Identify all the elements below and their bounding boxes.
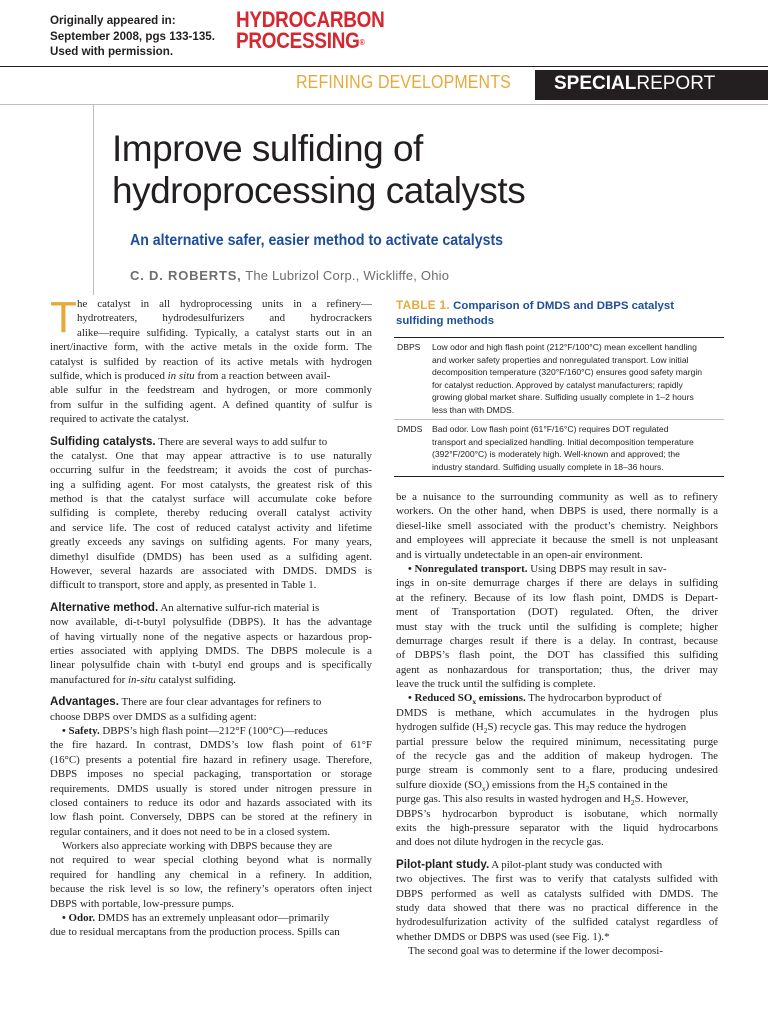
- text-run: A pilot-plant study was conducted with: [489, 858, 663, 871]
- origin-line: September 2008, pgs 133-135.: [50, 29, 215, 43]
- text-line: hydrodesulfurization activity of the sulfided catalyst regardless of: [396, 916, 718, 929]
- text-line: ing a sulfiding agent. For most catalysts, the greatest risk of this: [50, 478, 372, 491]
- text-line: occurring sulfur in the feedstream; it avoids the cost of purchas-: [50, 464, 372, 477]
- text-line: agent as nonhazardous for transportation; thus, the driver may: [396, 663, 718, 676]
- cell-line: and worker safety properties and nonregulated transport. Low initial: [432, 354, 689, 365]
- cell-line: Bad odor. Low flash point (61°F/16°C) requires DOT regulated: [432, 424, 669, 434]
- text-line: of DBPS’s flash point, the DOT has classified this sulfiding: [396, 649, 718, 662]
- text-line: exits the high-pressure separator with the liquid hydrocarbons: [396, 821, 718, 834]
- advantages-section: [50, 695, 372, 940]
- sox-paragraph: [396, 691, 718, 849]
- text-line: greatly exceeds any savings on sulfiding agents. For many years,: [50, 536, 372, 549]
- text-run: DMDS has an extremely unpleasant odor—primarily: [95, 912, 330, 925]
- text-line: purge stream is commonly sent to a flare, producing undesired: [396, 764, 718, 777]
- text-run: S. However,: [634, 793, 689, 806]
- text-run: The hydrocarbon byproduct of: [525, 692, 662, 705]
- cell-line: growing global market share. Sulfiding usually complete in 1–2 hours: [432, 392, 694, 402]
- text-line: not required to wear special clothing beyond what is normally: [50, 854, 372, 867]
- text-line: requirements. DMDS usually is stored under nitrogen pressure in: [50, 782, 372, 795]
- cell-line: transport and specialized handling. Initial decomposition temperature: [432, 436, 694, 447]
- text-line: now available, di-t-butyl polysulfide (DBPS). It has the advantage: [50, 616, 372, 629]
- text-line: alike—require sulfiding. Typically, a catalyst starts out in an: [77, 326, 372, 339]
- text-line: of the recycle gas and the addition of makeup hydrogen. The: [396, 750, 718, 763]
- title-line: Improve sulfiding of: [112, 128, 423, 169]
- vertical-rule: [93, 105, 94, 295]
- text-line: and is virtually undetectable in an open-air environment.: [396, 548, 643, 561]
- text-line: able sulfur in the feedstream and hydrogen, or more commonly: [50, 384, 372, 397]
- subscript: 2: [630, 798, 635, 808]
- text-run: S) recycle gas. This may reduce the hydrogen: [487, 721, 687, 734]
- text-line: closed containers to reduce its odor and hazards associated with its: [50, 796, 372, 809]
- report-light: REPORT: [636, 73, 716, 94]
- text-line: [396, 562, 718, 576]
- intro-paragraph: [50, 293, 372, 427]
- text-line: from sulfur in the sulfiding agent. A defined quantity of sulfur is: [50, 398, 372, 411]
- text-line: be a nuisance to the surrounding community as well as to refinery: [396, 491, 718, 503]
- text-line: ings in on-site demurrage charges if there are delays in sulfiding: [396, 577, 718, 590]
- section-heading: Advantages.: [50, 695, 119, 709]
- text-line: DBPS performed as well as catalysts sulfided with DMDS. The: [396, 887, 718, 900]
- text-line: Workers also appreciate working with DBPS because they are: [62, 840, 333, 853]
- text-line: The second goal was to determine if the lower decomposi-: [408, 945, 663, 958]
- text-line: partial pressure below the required minimum, necessitating purge: [396, 735, 718, 748]
- nuisance-paragraph: [396, 490, 718, 562]
- text-run: There are several ways to add sulfur to: [155, 435, 328, 448]
- text-line: (16°C) presents a potential fire hazard in refinery usage. Therefore,: [50, 753, 372, 766]
- magazine-logo: [236, 9, 385, 51]
- logo-line: PROCESSING: [236, 28, 360, 53]
- text-line: [396, 858, 718, 872]
- text-line: DBPS imposes no special packaging, transportation or storage: [50, 768, 372, 781]
- drop-cap: T: [50, 293, 77, 342]
- left-column: [50, 293, 372, 940]
- text-line: the catalyst. One that may appear attractive is to use naturally: [50, 449, 372, 462]
- text-line: [50, 911, 372, 925]
- text-line: required to activate the catalyst.: [50, 413, 189, 426]
- text-run: purge gas. This also results in wasted hydrogen and H: [396, 793, 631, 806]
- table-row: [394, 338, 724, 419]
- row-label: DBPS: [397, 342, 421, 352]
- text-line: due to residual mercaptans from the production process. Spills can: [50, 926, 340, 939]
- text-line: and does not dilute hydrogen in the recycle gas.: [396, 836, 604, 849]
- text-line: must stay with the truck until the sulfiding is complete; higher: [396, 620, 718, 633]
- italic-term: in-situ: [128, 673, 156, 686]
- text-run: DBPS’s high flash point—212°F (100°C)—reduces: [99, 724, 328, 737]
- text-line: the fire hazard. In contrast, DMDS’s low flash point of 61°F: [50, 739, 372, 752]
- section-heading: Alternative method.: [50, 600, 159, 614]
- bullet-heading: [408, 692, 526, 707]
- text-line: [396, 691, 718, 705]
- text-run: S contained in the: [589, 778, 668, 791]
- table-title-line: sulfiding methods: [396, 315, 495, 327]
- text-line: [396, 778, 718, 792]
- text-run: • Reduced SO: [408, 692, 473, 705]
- text-run: An alternative sulfur-rich material is: [158, 601, 320, 614]
- text-run: sulfure dioxide (SO: [396, 778, 482, 791]
- text-line: DMDS is methane, which accumulates in the hydrogen plus: [396, 706, 718, 719]
- text-line: [50, 673, 372, 687]
- text-run: from a reaction between avail-: [194, 369, 331, 382]
- text-line: regular containers, and it does not need to be in a closed system.: [50, 825, 331, 838]
- subscript: 2: [483, 726, 488, 736]
- text-line: diesel-like smell associated with the product’s chemistry. Neighbors: [396, 519, 718, 532]
- text-run: There are four clear advantages for refiners to: [118, 696, 322, 709]
- text-line: of having virtually none of the negative aspects or hazardous prop-: [50, 630, 372, 643]
- text-line: because the risk level is so low, the refinery’s operators often inject: [50, 883, 372, 896]
- text-line: [396, 792, 718, 806]
- text-line: erties associated with applying DMDS. The DBPS molecule is a: [50, 644, 372, 657]
- pilot-section: [396, 858, 718, 959]
- section-heading: Sulfiding catalysts.: [50, 434, 156, 448]
- byline: [130, 268, 449, 283]
- table-row: [394, 419, 724, 476]
- text-line: [50, 601, 372, 615]
- section-rule: [0, 104, 768, 105]
- text-run: catalyst sulfiding.: [155, 673, 237, 686]
- cell-line: industry standard. Sulfiding usually complete in 18–36 hours.: [432, 461, 664, 472]
- text-run: hydrogen sulfide (H: [396, 721, 484, 734]
- text-line: [50, 695, 372, 709]
- origin-line: Originally appeared in:: [50, 14, 176, 27]
- text-line: workers. On the other hand, when DBPS is used, there normally is a: [396, 505, 718, 518]
- text-line: method is that the catalyst surface will accumulate coke before: [50, 493, 372, 506]
- subscript: x: [481, 783, 486, 793]
- text-line: ment of Transportation (DOT) regulated. Often, the driver: [396, 606, 718, 619]
- bullet-heading: • Safety.: [62, 724, 100, 737]
- text-line: leave the truck until the sulfiding is complete.: [396, 678, 596, 691]
- sulfiding-section: [50, 435, 372, 593]
- origin-note: [50, 13, 250, 60]
- italic-term: in situ: [167, 369, 195, 382]
- bullet-heading: • Nonregulated transport.: [408, 562, 528, 575]
- bullet-heading: • Odor.: [62, 912, 96, 925]
- text-line: whether DMDS or DBPS was used (see Fig. 1).*: [396, 930, 610, 943]
- text-line: [50, 435, 372, 449]
- section-label: REFINING DEVELOPMENTS: [296, 71, 511, 92]
- text-line: hydrotreaters, hydrodesulfurizers and hydrocrackers: [77, 312, 372, 325]
- registered-mark: ®: [359, 38, 365, 47]
- origin-line: Used with permission.: [50, 45, 174, 58]
- article-subtitle: An alternative safer, easier method to activate catalysts: [130, 232, 504, 249]
- header-rule: [0, 66, 768, 67]
- alternative-section: [50, 601, 372, 687]
- subscript: x: [472, 697, 477, 707]
- text-line: DBPS with portable, low-pressure pumps.: [50, 897, 234, 910]
- table-label: TABLE 1.: [396, 298, 450, 312]
- cell-line: Low odor and high flash point (212°F/100°C) mean excellent handling: [432, 342, 697, 352]
- text-run: Using DBPS may result in sav-: [527, 562, 667, 575]
- text-line: dimethyl disulfide (DMDS) has been used as a sulfiding agent.: [50, 550, 372, 563]
- text-line: difficult to transport, store and apply, as presented in Table 1.: [50, 579, 317, 592]
- text-line: inert/inactive form, with the active metals in the oxide form. The: [50, 341, 372, 354]
- text-line: [50, 369, 372, 383]
- text-line: study data showed that there was no practical difference in the: [396, 901, 718, 914]
- text-line: at the refinery. Because of its low flash point, DMDS is Depart-: [396, 591, 718, 604]
- article-title: [112, 128, 752, 212]
- text-line: [396, 720, 718, 734]
- transport-paragraph: [396, 562, 718, 692]
- text-line: demurrage charges result if there is a delay. In contrast, because: [396, 634, 718, 647]
- text-line: and employees will appreciate it because the smell is not unpleasant: [396, 534, 718, 547]
- text-line: required for handling any chemical in a refinery. In addition,: [50, 868, 372, 881]
- logo-line: HYDROCARBON: [236, 7, 385, 32]
- text-line: [50, 724, 372, 738]
- table-title: [396, 298, 726, 329]
- text-line: sulfiding is complete, thereby reducing overall catalyst activity: [50, 507, 372, 520]
- right-column: [396, 490, 718, 959]
- special-report-banner: [535, 70, 768, 100]
- comparison-table: [394, 337, 724, 477]
- text-line: catalyst is sulfided by reaction of its active metals with hydrogen: [50, 355, 372, 368]
- row-label: DMDS: [397, 424, 423, 434]
- author-name: C. D. ROBERTS,: [130, 268, 242, 283]
- text-run: manufactured for: [50, 673, 129, 686]
- text-line: DBPS’s hydrocarbon byproduct is isobutane, which normally: [396, 807, 718, 820]
- table-title-text: Comparison of DMDS and DBPS catalyst: [449, 300, 675, 312]
- text-run: sulfide, which is produced: [50, 369, 168, 382]
- text-line: linear polysulfide chain with t-butyl end groups and is specifically: [50, 659, 372, 672]
- text-line: two objectives. The first was to verify that catalysts sulfided with: [396, 873, 718, 886]
- cell-line: decomposition temperature (320°F/160°C) ensures good safety margin: [432, 367, 703, 377]
- report-bold: SPECIAL: [554, 73, 637, 94]
- text-line: choose DBPS over DMDS as a sulfiding agent:: [50, 710, 257, 723]
- text-run: emissions.: [476, 692, 526, 705]
- cell-line: less than with DMDS.: [432, 404, 515, 415]
- text-line: he catalyst in all hydroprocessing units in a refinery—: [77, 298, 372, 310]
- cell-line: (392°F/200°C) is moderately high. Well-known and approved; the: [432, 449, 680, 459]
- text-run: ) emissions from the H: [485, 778, 586, 791]
- text-line: and service life. The cost of reduced catalyst activity and lifetime: [50, 521, 372, 534]
- text-line: However, several hazards are associated with DMDS. DMDS is: [50, 565, 372, 578]
- subscript: 2: [585, 783, 590, 793]
- cell-line: for catalyst reduction. Approved by catalyst manufacturers; rapidly: [432, 379, 683, 390]
- title-line: hydroprocessing catalysts: [112, 170, 526, 211]
- author-affiliation: The Lubrizol Corp., Wickliffe, Ohio: [245, 268, 450, 283]
- text-line: low flash point. Conversely, DBPS can be stored at the refinery in: [50, 811, 372, 824]
- section-heading: Pilot-plant study.: [396, 857, 490, 871]
